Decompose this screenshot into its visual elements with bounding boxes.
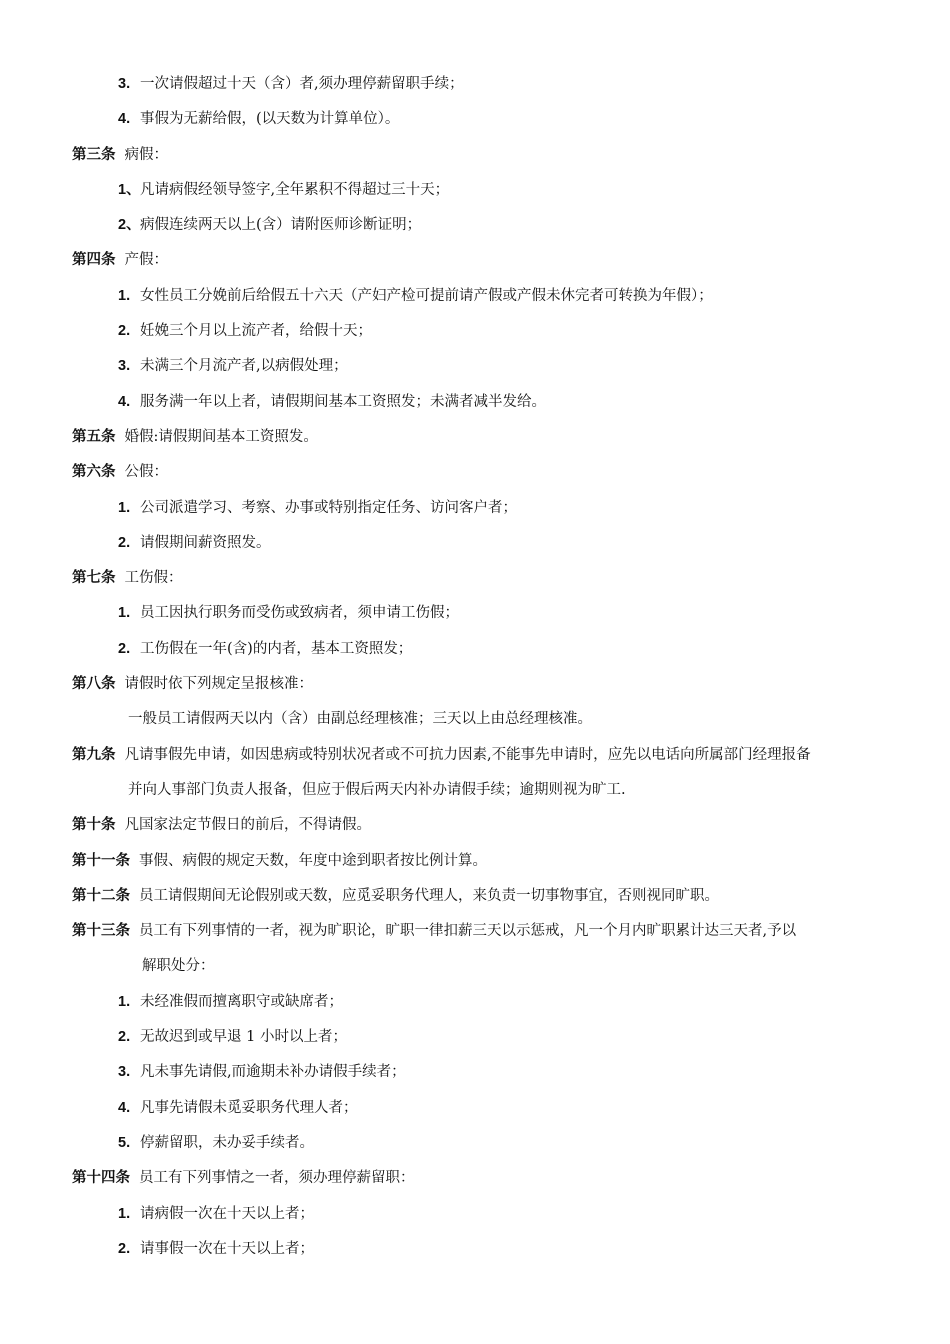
- article-heading: 第四条: [72, 251, 116, 269]
- item-text: 病假连续两天以上(含）请附医师诊断证明；: [140, 217, 422, 234]
- continuation-text: 解职处分：: [142, 958, 215, 975]
- item-text: 凡事先请假未觅妥职务代理人者；: [140, 1099, 358, 1116]
- article-text: 凡请事假先申请，如因患病或特别状况者或不可抗力因素,不能事先申请时，应先以电话向所属部门经理报备: [124, 746, 811, 763]
- list-item: [0, 318, 950, 353]
- item-text: 服务满一年以上者，请假期间基本工资照发；未满者减半发给。: [140, 393, 546, 410]
- list-item: [0, 177, 950, 212]
- article-heading: 第十三条: [72, 922, 130, 940]
- item-number: 1.: [118, 499, 131, 516]
- list-item: [0, 106, 950, 141]
- article-text: 产假：: [124, 252, 168, 269]
- article-line: [0, 424, 950, 459]
- article-heading: 第九条: [72, 745, 116, 763]
- list-item: [0, 989, 950, 1024]
- item-number: 3.: [118, 358, 131, 375]
- article-text: 员工有下列事情之一者，须办理停薪留职：: [139, 1170, 415, 1187]
- item-number: 1.: [118, 1205, 131, 1222]
- article-heading: 第十四条: [72, 1169, 130, 1187]
- item-number: 1.: [118, 287, 131, 304]
- article-heading: 第六条: [72, 463, 116, 481]
- article-line: [0, 883, 950, 918]
- article-heading: 第七条: [72, 569, 116, 587]
- article-line: [0, 812, 950, 847]
- list-item: [0, 1236, 950, 1271]
- item-text: 凡未事先请假,而逾期未补办请假手续者；: [140, 1064, 406, 1081]
- item-number: 1.: [118, 993, 131, 1010]
- article-line: [0, 848, 950, 883]
- continuation-line: [0, 777, 950, 812]
- item-text: 事假为无薪给假，(以天数为计算单位）。: [140, 111, 400, 128]
- continuation-text: 并向人事部门负责人报备，但应于假后两天内补办请假手续；逾期则视为旷工.: [128, 781, 626, 798]
- item-text: 请病假一次在十天以上者；: [140, 1205, 314, 1222]
- item-number: 2.: [118, 1240, 131, 1257]
- article-heading: 第十条: [72, 816, 116, 834]
- item-number: 2.: [118, 534, 131, 551]
- list-item: [0, 600, 950, 635]
- list-item: [0, 389, 950, 424]
- article-line: [0, 671, 950, 706]
- item-text: 妊娩三个月以上流产者，给假十天；: [140, 323, 372, 340]
- list-item: [0, 530, 950, 565]
- list-item: [0, 1095, 950, 1130]
- article-heading: 第八条: [72, 675, 116, 693]
- list-item: [0, 1201, 950, 1236]
- article-text: 员工请假期间无论假别或天数，应觅妥职务代理人，来负责一切事物事宜，否则视同旷职。: [139, 887, 719, 904]
- article-text: 员工有下列事情的一者，视为旷职论，旷职一律扣薪三天以示惩戒，凡一个月内旷职累计达三天者,予以: [139, 923, 797, 940]
- item-number: 5.: [118, 1134, 131, 1151]
- article-heading: 第十一条: [72, 851, 130, 869]
- list-item: [0, 1130, 950, 1165]
- item-text: 女性员工分娩前后给假五十六天（产妇产检可提前请产假或产假未休完者可转换为年假）；: [140, 287, 713, 304]
- continuation-text: 一般员工请假两天以内（含）由副总经理核准；三天以上由总经理核准。: [128, 711, 592, 728]
- item-number: 2.: [118, 323, 131, 340]
- continuation-line: [0, 706, 950, 741]
- article-heading: 第五条: [72, 427, 116, 445]
- item-text: 未经准假而擅离职守或缺席者；: [140, 993, 343, 1010]
- item-number: 2、: [118, 217, 141, 234]
- item-number: 2.: [118, 640, 131, 657]
- article-text: 工伤假：: [124, 570, 183, 587]
- continuation-line: [0, 953, 950, 988]
- article-heading: 第十二条: [72, 886, 130, 904]
- list-item: [0, 636, 950, 671]
- article-line: [0, 459, 950, 494]
- article-line: [0, 742, 950, 777]
- article-text: 事假、病假的规定天数，年度中途到职者按比例计算。: [139, 852, 487, 869]
- item-number: 4.: [118, 1099, 131, 1116]
- item-number: 4.: [118, 111, 131, 128]
- article-line: [0, 918, 950, 953]
- item-number: 4.: [118, 393, 131, 410]
- article-line: [0, 1165, 950, 1200]
- article-line: [0, 142, 950, 177]
- item-number: 3.: [118, 76, 131, 92]
- article-text: 公假：: [124, 464, 168, 481]
- list-item: [0, 71, 950, 106]
- article-text: 请假时依下列规定呈报核准：: [124, 676, 313, 693]
- list-item: [0, 1059, 950, 1094]
- article-heading: 第三条: [72, 145, 116, 163]
- list-item: [0, 495, 950, 530]
- item-number: 3.: [118, 1064, 131, 1081]
- item-text: 无故迟到或早退 1 小时以上者；: [140, 1029, 347, 1046]
- item-text: 一次请假超过十天（含）者,须办理停薪留职手续；: [140, 76, 464, 92]
- item-text: 未满三个月流产者,以病假处理；: [140, 358, 348, 375]
- list-item: [0, 212, 950, 247]
- item-text: 请假期间薪资照发。: [140, 534, 271, 551]
- article-text: 病假：: [124, 146, 168, 163]
- item-number: 1.: [118, 605, 131, 622]
- item-number: 2.: [118, 1029, 131, 1046]
- item-number: 1、: [118, 181, 141, 198]
- list-item: [0, 1024, 950, 1059]
- article-text: 凡国家法定节假日的前后，不得请假。: [124, 817, 371, 834]
- item-text: 停薪留职，未办妥手续者。: [140, 1134, 314, 1151]
- item-text: 凡请病假经领导签字,全年累积不得超过三十天；: [140, 181, 450, 198]
- item-text: 员工因执行职务而受伤或致病者，须申请工伤假；: [140, 605, 459, 622]
- article-line: [0, 565, 950, 600]
- article-line: [0, 247, 950, 282]
- item-text: 公司派遣学习、考察、办事或特别指定任务、访问客户者；: [140, 499, 517, 516]
- list-item: [0, 283, 950, 318]
- list-item: [0, 353, 950, 388]
- item-text: 请事假一次在十天以上者；: [140, 1240, 314, 1257]
- article-text: 婚假:请假期间基本工资照发。: [124, 428, 318, 445]
- item-text: 工伤假在一年(含)的内者，基本工资照发；: [140, 640, 413, 657]
